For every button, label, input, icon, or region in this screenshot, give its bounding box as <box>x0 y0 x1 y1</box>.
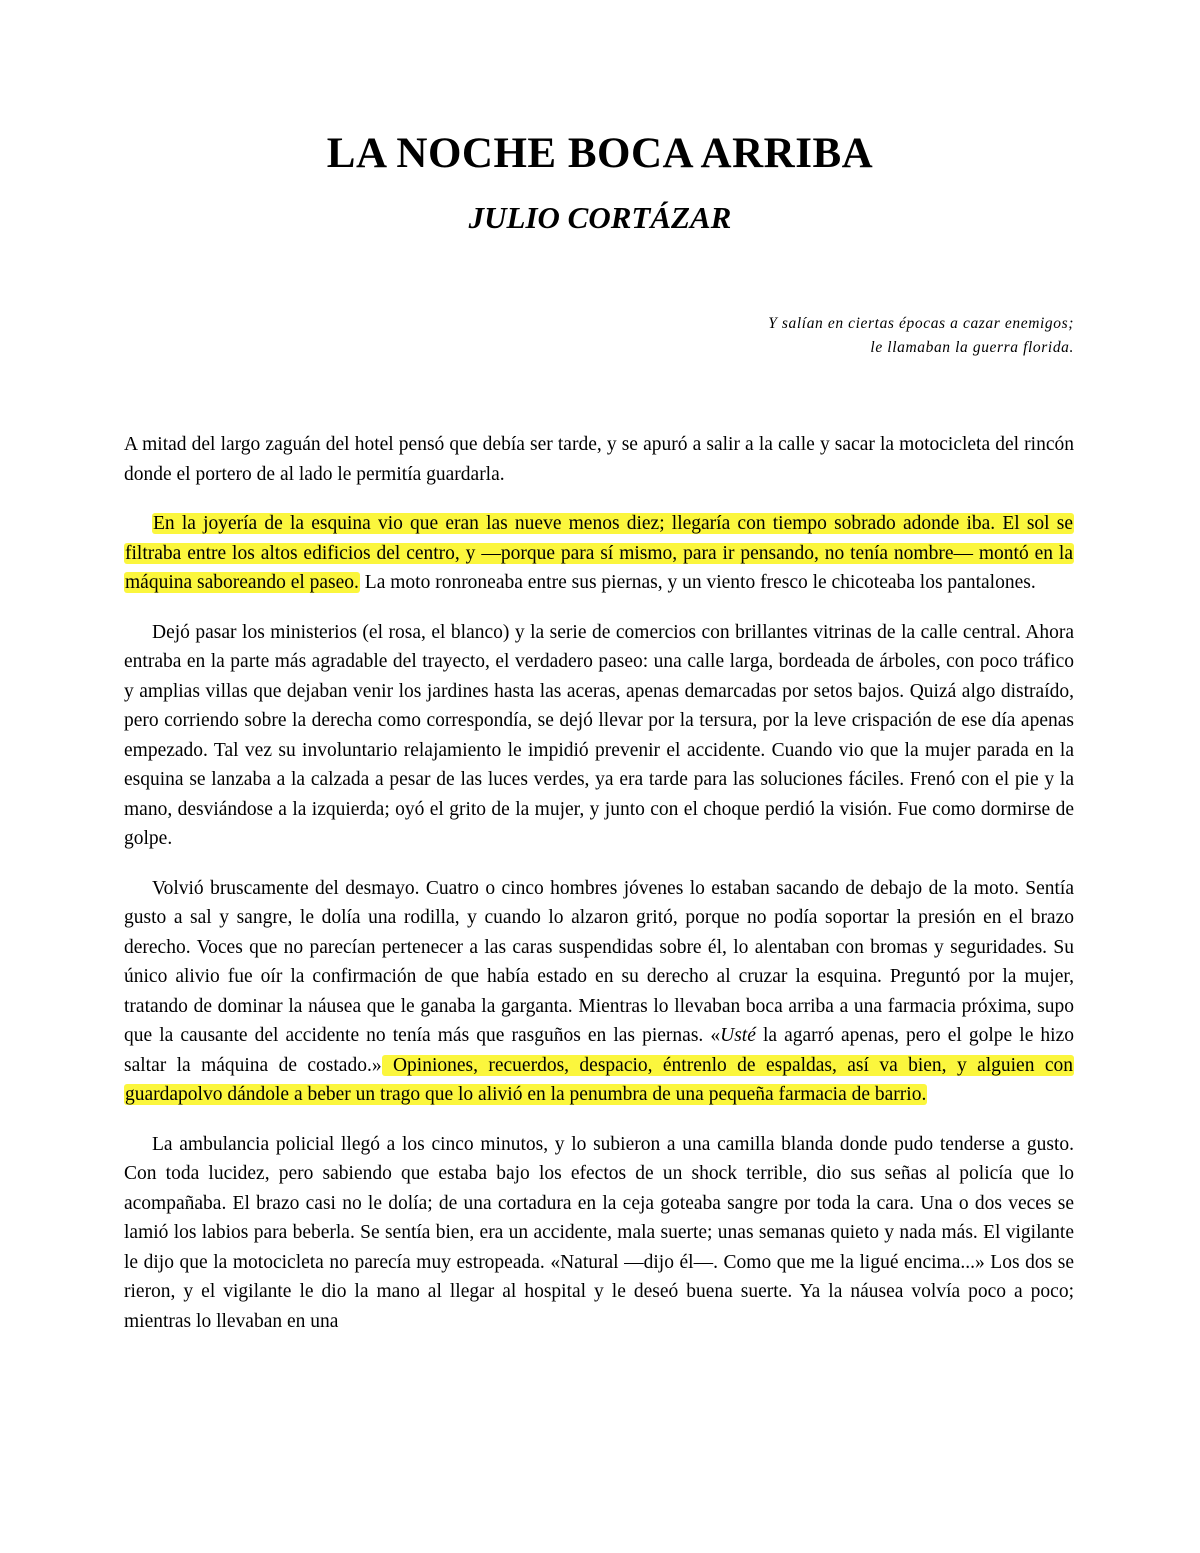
paragraph-text: La moto ronroneaba entre sus piernas, y un viento fresco le chicoteaba los pantalones. <box>359 572 1036 593</box>
paragraph-text: Volvió bruscamente del desmayo. Cuatro o cinco hombres jóvenes lo estaban sacando de debajo de la moto. Sentía gusto a sal y sangre, le dolía una rodilla, y cuando lo alzaron gritó, porque no podía soportar la presión en el brazo derecho. Voces que no parecían pertenecer a las caras suspendidas sobre él, lo alentaban con bromas y seguridades. Su único alivio fue oír la confirmación de que había estado en su derecho al cruzar la esquina. Preguntó por la mujer, tratando de dominar la náusea que le ganaba la garganta. Mientras lo llevaban boca arriba a una farmacia próxima, supo que la causante del accidente no tenía más que rasguños en las piernas. « <box>124 877 1074 1046</box>
paragraph-5 <box>124 1130 1074 1337</box>
paragraph-text: Dejó pasar los ministerios (el rosa, el blanco) y la serie de comercios con brillantes vitrinas de la calle central. Ahora entraba en la parte más agradable del trayecto, el verdadero paseo: una calle larga, bordeada de árboles, con poco tráfico y amplias villas que dejaban venir los jardines hasta las aceras, apenas demarcadas por setos bajos. Quizá algo distraído, pero corriendo sobre la derecha como correspondía, se dejó llevar por la tersura, por la leve crispación de ese día apenas empezado. Tal vez su involuntario relajamiento le impidió prevenir el accidente. Cuando vio que la mujer parada en la esquina se lanzaba a la calzada a pesar de las luces verdes, ya era tarde para las soluciones fáciles. Frenó con el pie y la mano, desviándose a la izquierda; oyó el grito de la mujer, y junto con el choque perdió la visión. Fue como dormirse de golpe. <box>124 621 1074 849</box>
paragraph-text: A mitad del largo zaguán del hotel pensó que debía ser tarde, y se apuró a salir a la calle y sacar la motocicleta del rincón donde el portero de al lado le permitía guardarla. <box>124 434 1074 485</box>
paragraph-4 <box>124 874 1074 1110</box>
epigraph-line: Y salían en ciertas épocas a cazar enemigos; <box>768 315 1074 332</box>
italic-word: Usté <box>720 1025 756 1046</box>
paragraph-2 <box>124 509 1074 598</box>
paragraph-1 <box>124 430 1074 489</box>
paragraph-text: la agarró apenas, pero el golpe le hizo saltar la máquina de costado.» <box>124 1025 1075 1076</box>
story-body <box>124 430 1074 1356</box>
author-name: JULIO CORTÁZAR <box>468 200 732 235</box>
epigraph-line: le llamaban la guerra florida. <box>870 339 1074 356</box>
story-title: LA NOCHE BOCA ARRIBA <box>326 130 874 177</box>
highlighted-text: Opiniones, recuerdos, despacio, éntrenlo de espaldas, así va bien, y alguien con guardapolvo dándole a beber un trago que lo alivió en la penumbra de una pequeña farmacia de barrio. <box>125 1054 1074 1105</box>
highlighted-text: En la joyería de la esquina vio que eran las nueve menos diez; llegaría con tiempo sobrado adonde iba. El sol se filtraba entre los altos edificios del centro, y —porque para sí mismo, para ir pensando, no tenía nombre— montó en la máquina saboreando el paseo. <box>125 513 1073 593</box>
paragraph-text: La ambulancia policial llegó a los cinco minutos, y lo subieron a una camilla blanda donde pudo tenderse a gusto. Con toda lucidez, pero sabiendo que estaba bajo los efectos de un shock terrible, dio sus señas al policía que lo acompañaba. El brazo casi no le dolía; de una cortadura en la ceja goteaba sangre por toda la cara. Una o dos veces se lamió los labios para beberla. Se sentía bien, era un accidente, mala suerte; unas semanas quieto y nada más. El vigilante le dijo que la motocicleta no parecía muy estropeada. «Natural —dijo él—. Como que me la ligué encima...» Los dos se rieron, y el vigilante le dio la mano al llegar al hospital y le deseó buena suerte. Ya la náusea volvía poco a poco; mientras lo llevaban en una <box>124 1133 1074 1332</box>
epigraph <box>768 312 1074 360</box>
paragraph-3 <box>124 618 1074 854</box>
